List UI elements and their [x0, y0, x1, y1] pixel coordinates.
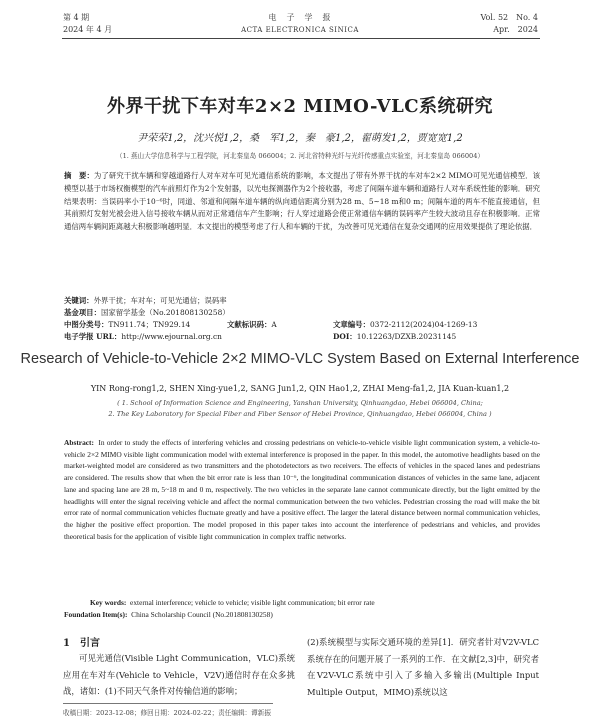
- doi-value[interactable]: 10.12263/DZXB.20231145: [356, 332, 457, 341]
- document-code-label: 文献标识码：: [227, 320, 272, 329]
- doi-label: DOI：: [333, 332, 357, 341]
- section-heading-introduction: 1 引言: [63, 638, 100, 649]
- journal-url-value[interactable]: http://www.ejournal.org.cn: [121, 332, 222, 341]
- keywords-label-cn: 关键词：: [64, 296, 94, 305]
- issue-date: 2024 年 4 月: [63, 25, 113, 34]
- article-number: [333, 320, 477, 330]
- article-number-label: 文章编号：: [333, 320, 370, 329]
- abstract-label-cn: 摘 要：: [64, 171, 94, 180]
- intro-right-column: (2)系统模型与实际交通环境的差异[1]．研究者针对V2V-VLC系统存在的问题开展了一系列的工作．在文献[2,3]中，研究者在V2V-VLC系统中引入了多输入多输出(Multiple Input Multiple Output，MIMO)系统以这: [307, 637, 539, 697]
- abstract-label-en: Abstract:: [64, 438, 94, 447]
- keywords-text-cn: 外界干扰；车对车；可见光通信；误码率: [93, 296, 227, 305]
- issue-number: 第 4 期: [63, 13, 90, 22]
- received-dates: 收稿日期：2023-12-08；修回日期：2024-02-22；责任编辑：谭新振: [63, 709, 271, 717]
- fund-text-en: China Scholarship Council (No.201808130258): [131, 610, 273, 619]
- clc-value: TN911.74；TN929.14: [108, 320, 191, 329]
- affiliation-en-1: ( 1. School of Information Science and Engineering, Yanshan University, Qinhuangdao, Hebei 066004, China;: [117, 399, 483, 407]
- fund-label-cn: 基金项目：: [64, 308, 101, 317]
- fund-text-cn: 国家留学基金（No.201808130258）: [100, 308, 230, 317]
- journal-name-en: ACTA ELECTRONICA SINICA: [241, 26, 359, 34]
- authors-en: YIN Rong-rong1,2, SHEN Xing-yue1,2, SANG Jun1,2, QIN Hao1,2, ZHAI Meng-fa1,2, JIA Kuan-kuan1,2: [90, 384, 510, 393]
- document-code-value: A: [271, 320, 277, 329]
- volume-number: Vol. 52 No. 4: [480, 13, 538, 22]
- footnote-rule: [63, 703, 273, 704]
- journal-url-label: 电子学报 URL：: [64, 332, 122, 341]
- intro-left-column: 可见光通信(Visible Light Communication，VLC)系统应用在车对车(Vehicle to Vehicle，V2V)通信时存在众多挑战，诸如：(1)不同天气条件对传输信道的影响；: [63, 653, 295, 697]
- volume-date: Apr. 2024: [493, 25, 538, 34]
- authors-cn: 尹荣荣1,2，沈兴悦1,2，桑 军1,2，秦 豪1,2，翟萌发1,2，贾宽宽1,2: [137, 133, 463, 144]
- doi: [333, 332, 456, 342]
- keywords-label-en: Key words:: [90, 598, 127, 607]
- abstract-cn: [64, 170, 540, 234]
- paper-title-en: Research of Vehicle-to-Vehicle 2×2 MIMO-VLC System Based on External Interference: [20, 351, 580, 367]
- clc-label: 中图分类号：: [64, 320, 109, 329]
- header-rule: [62, 38, 540, 39]
- fund-label-en: Foundation Item(s):: [64, 610, 128, 619]
- document-code: [227, 320, 277, 330]
- paper-title-cn: 外界干扰下车对车2×2 MIMO-VLC系统研究: [106, 96, 494, 117]
- article-number-value: 0372-2112(2024)04-1269-13: [369, 320, 478, 329]
- clc-number: [64, 320, 190, 330]
- keywords-en: [90, 598, 375, 608]
- affiliation-en-2: 2. The Key Laboratory for Special Fiber and Fiber Sensor of Hebei Province, Qinhuangdao, Hebei 066004, China ): [108, 410, 492, 418]
- journal-name-cn: 电 子 学 报: [268, 13, 332, 22]
- keywords-cn: [64, 296, 227, 306]
- keywords-text-en: external interference; vehicle to vehicle; visible light communication; bit error rate: [130, 598, 375, 607]
- abstract-text-en: In order to study the effects of interfering vehicles and crossing pedestrians on vehicle-to-vehicle visible light communication system, a vehicle-to-vehicle 2×2 MIMO visible light communication model with external interference is proposed in the paper. In this model, the automotive headlights based on the market-weighted model are considered as two transmitters and the photodetectors as two receivers. The effects of vehicles in the spaced lanes and pedestrians are considered. The results show that when the bit error rate is less than 10⁻⁶, the longitudinal communication distances of vehicles in the same lane, adjacent lane and spacing lane are 28 m, 5~18 m and 0 m, respectively. The two vehicles in the separate lane cannot communicate directly, but the light emitted by the headlights will enter the signal receiving vehicle and affect the normal communication between the two vehicles. Pedestrian crossing the road will make the bit error rate of normal communication vehicles fluctuate greatly and have a positive effect. The larger the lateral distance between normal communication vehicles, the higher the positive effect proportion. The model proposed in this paper takes into account the interference of pedestrians and vehicles, and provides theoretical basis for the application of visible light communication in complex traffic networks.: [64, 438, 540, 541]
- journal-url: [64, 332, 222, 342]
- abstract-text-cn: 为了研究干扰车辆和穿越道路行人对车对车可见光通信系统的影响，本文提出了带有外界干扰的车对车2×2 MIMO可见光通信模型．该模型以基于市场权衡模型的汽车前照灯作为2个发射器，以光电探测器作为2个接收器，考虑了间隔车道车辆和道路行人对车系统性能的影响．研究结果表明：当误码率小于10⁻⁶时，同道、邻道和间隔车道车辆的纵向通信距离分别为28 m、5~18 m和0 m；间隔车道的两车不能直接通信，但其前照灯发射光被会进入信号接收车辆从而对正常通信车产生影响；行人穿过道路会使正常通信车辆的误码率产生较大波动且存在积极影响．正常通信两车辆间距离越大积极影响越明显．本文提出的模型考虑了行人和车辆的干扰，为改善可见光通信在复杂交通网的应用效果提供了理论依据．: [64, 171, 540, 232]
- fund-cn: [64, 308, 230, 318]
- abstract-en: [64, 437, 540, 542]
- affiliation-cn: （1. 燕山大学信息科学与工程学院，河北秦皇岛 066004；2. 河北省特种光纤与光纤传感重点实验室，河北秦皇岛 066004）: [115, 152, 485, 160]
- fund-en: [64, 610, 273, 620]
